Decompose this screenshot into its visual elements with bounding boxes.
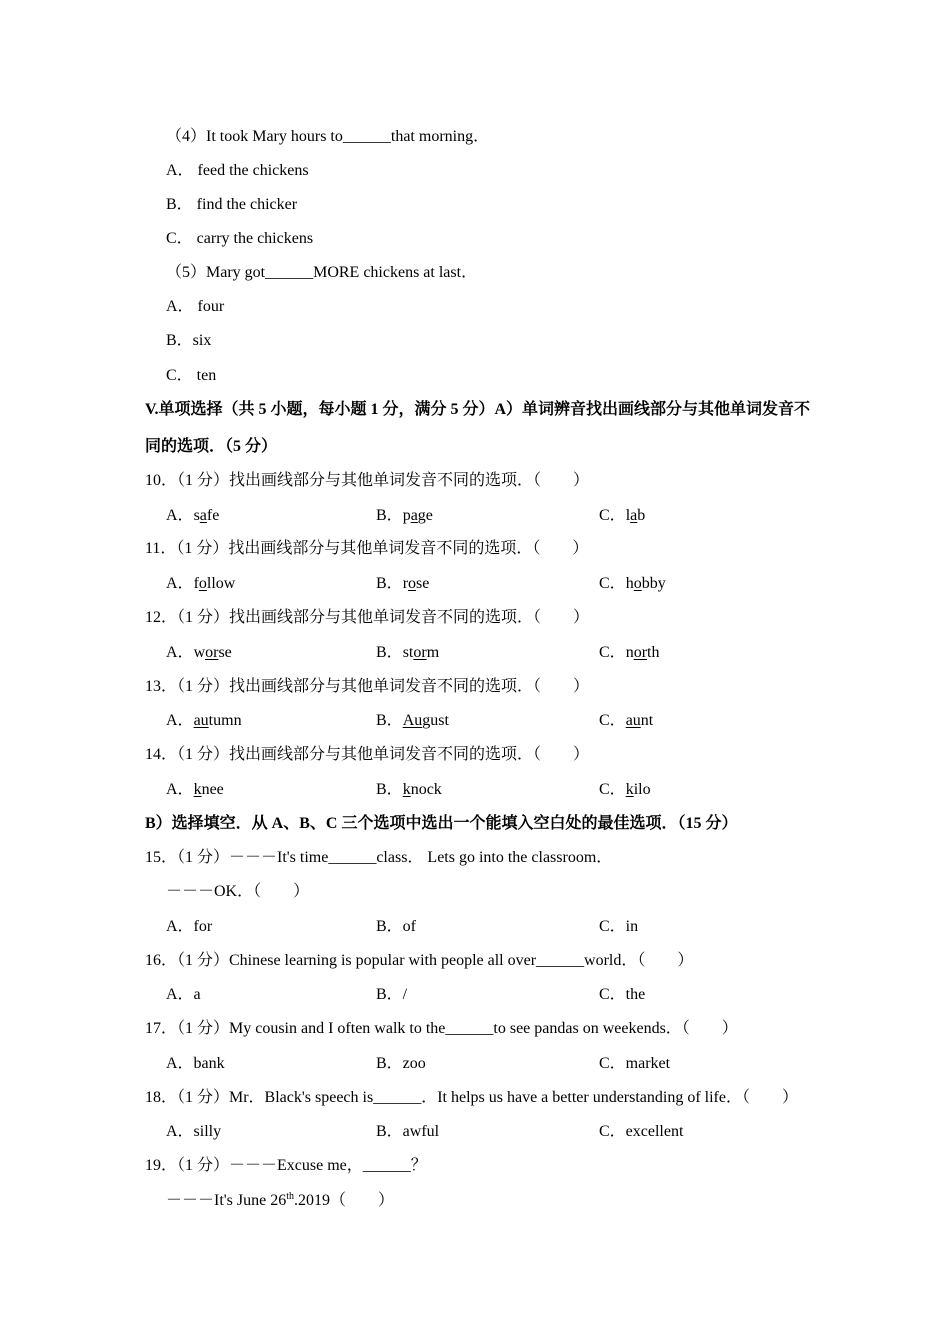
question-5-option-c: C． ten (166, 367, 217, 384)
question-15-reply: －－－OK．（ ） (166, 883, 310, 900)
question-12-option-a: A．worse (166, 644, 232, 661)
question-4-option-b: B． find the chicker (166, 196, 298, 213)
question-14-option-a: A．knee (166, 781, 224, 798)
question-13-option-b: B．August (376, 712, 449, 729)
question-16-stem: 16．（1 分）Chinese learning is popular with people all over______world．（ ） (145, 952, 694, 969)
question-10-option-b: B．page (376, 507, 433, 524)
question-5-option-b: B．six (166, 332, 212, 349)
section-b-heading: B）选择填空．从 A、B、C 三个选项中选出一个能填入空白处的最佳选项．（15 分） (145, 815, 738, 832)
question-12-stem: 12．（1 分）找出画线部分与其他单词发音不同的选项．（ ） (145, 609, 590, 626)
question-4-option-a: A． feed the chickens (166, 162, 309, 179)
question-14-option-b: B．knock (376, 781, 442, 798)
question-17-option-c: C．market (599, 1055, 671, 1072)
question-18-stem: 18．（1 分）Mr．Black's speech is______．It helps us have a better understanding of life．（ ） (145, 1089, 798, 1106)
question-19-reply: －－－It's June 26th.2019（ ） (166, 1191, 395, 1209)
question-10-stem: 10．（1 分）找出画线部分与其他单词发音不同的选项．（ ） (145, 472, 590, 489)
question-15-option-c: C．in (599, 918, 639, 935)
question-10-option-c: C．lab (599, 507, 646, 524)
question-11-option-a: A．follow (166, 575, 236, 592)
question-11-option-b: B．rose (376, 575, 430, 592)
question-18-option-c: C．excellent (599, 1123, 684, 1140)
question-4-stem: （4）It took Mary hours to______that morning． (166, 128, 490, 145)
question-15-option-a: A．for (166, 918, 213, 935)
question-17-option-a: A．bank (166, 1055, 225, 1072)
question-12-option-c: C．north (599, 644, 660, 661)
question-5-stem: （5）Mary got______MORE chickens at last． (166, 264, 478, 281)
question-16-option-b: B．/ (376, 986, 408, 1003)
question-14-stem: 14．（1 分）找出画线部分与其他单词发音不同的选项．（ ） (145, 746, 590, 763)
question-18-option-b: B．awful (376, 1123, 440, 1140)
question-19-stem: 19．（1 分）－－－Excuse me，______？ (145, 1157, 427, 1174)
question-11-option-c: C．hobby (599, 575, 666, 592)
section-5-heading: V.单项选择（共 5 小题，每小题 1 分，满分 5 分）A）单词辨音找出画线部分与其他单词发音不 (145, 401, 811, 418)
question-18-option-a: A．silly (166, 1123, 222, 1140)
question-4-option-c: C． carry the chickens (166, 230, 314, 247)
question-11-stem: 11．（1 分）找出画线部分与其他单词发音不同的选项．（ ） (145, 540, 589, 557)
question-5-option-a: A． four (166, 298, 225, 315)
question-10-option-a: A．safe (166, 507, 220, 524)
question-12-option-b: B．storm (376, 644, 440, 661)
question-17-stem: 17．（1 分）My cousin and I often walk to the______to see pandas on weekends．（ ） (145, 1020, 738, 1037)
question-13-option-a: A．autumn (166, 712, 242, 729)
section-5-heading-cont: 同的选项．（5 分） (145, 438, 278, 455)
question-14-option-c: C．kilo (599, 781, 651, 798)
question-16-option-a: A．a (166, 986, 201, 1003)
question-15-option-b: B．of (376, 918, 417, 935)
question-13-stem: 13．（1 分）找出画线部分与其他单词发音不同的选项．（ ） (145, 678, 590, 695)
question-17-option-b: B．zoo (376, 1055, 426, 1072)
question-13-option-c: C．aunt (599, 712, 654, 729)
question-16-option-c: C．the (599, 986, 646, 1003)
question-15-stem: 15．（1 分）－－－It's time______class． Lets go into the classroom． (145, 849, 613, 866)
